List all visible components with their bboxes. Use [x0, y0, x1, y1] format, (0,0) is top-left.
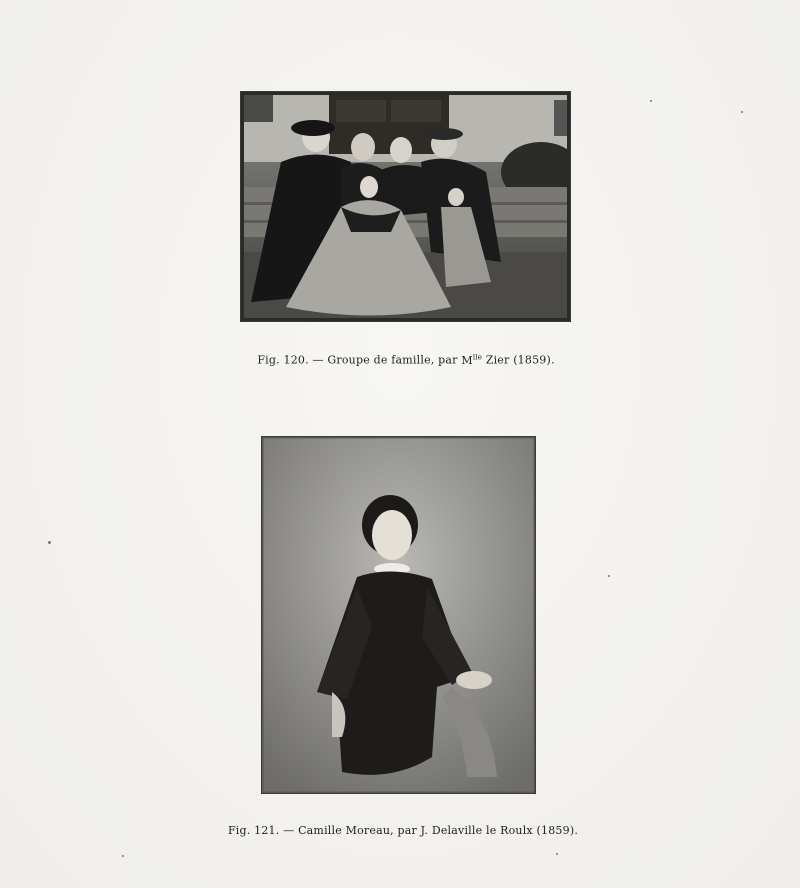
figure-120-credit-name: Zier [485, 353, 510, 367]
figure-121-title: Camille Moreau, par J. Delaville le Roulx [298, 824, 533, 837]
figure-121-date: (1859). [536, 824, 579, 837]
paper-speck [48, 541, 51, 544]
paper-speck [556, 853, 558, 855]
figure-120-credit-superscript: lle [472, 353, 483, 361]
paper-speck [122, 855, 124, 857]
portrait-image [262, 437, 535, 793]
paper-speck [608, 575, 610, 577]
figure-120-title: Groupe de famille, par [327, 353, 458, 367]
figure-120-number: Fig. 120. [257, 353, 309, 367]
figure-120-separator: — [312, 353, 324, 367]
portrait-photograph [262, 437, 535, 793]
figure-120-caption [0, 353, 800, 367]
figure-120-date: (1859). [513, 353, 555, 367]
family-group-image [241, 92, 570, 321]
figure-121-number: Fig. 121. [227, 824, 280, 837]
family-group-photograph [241, 92, 570, 321]
paper-speck [741, 111, 743, 113]
figure-121-caption [0, 824, 800, 837]
paper-speck [650, 100, 652, 102]
figure-120-credit-abbrev: $M^{lle}$ [461, 353, 483, 367]
figure-121-separator: — [283, 824, 295, 837]
